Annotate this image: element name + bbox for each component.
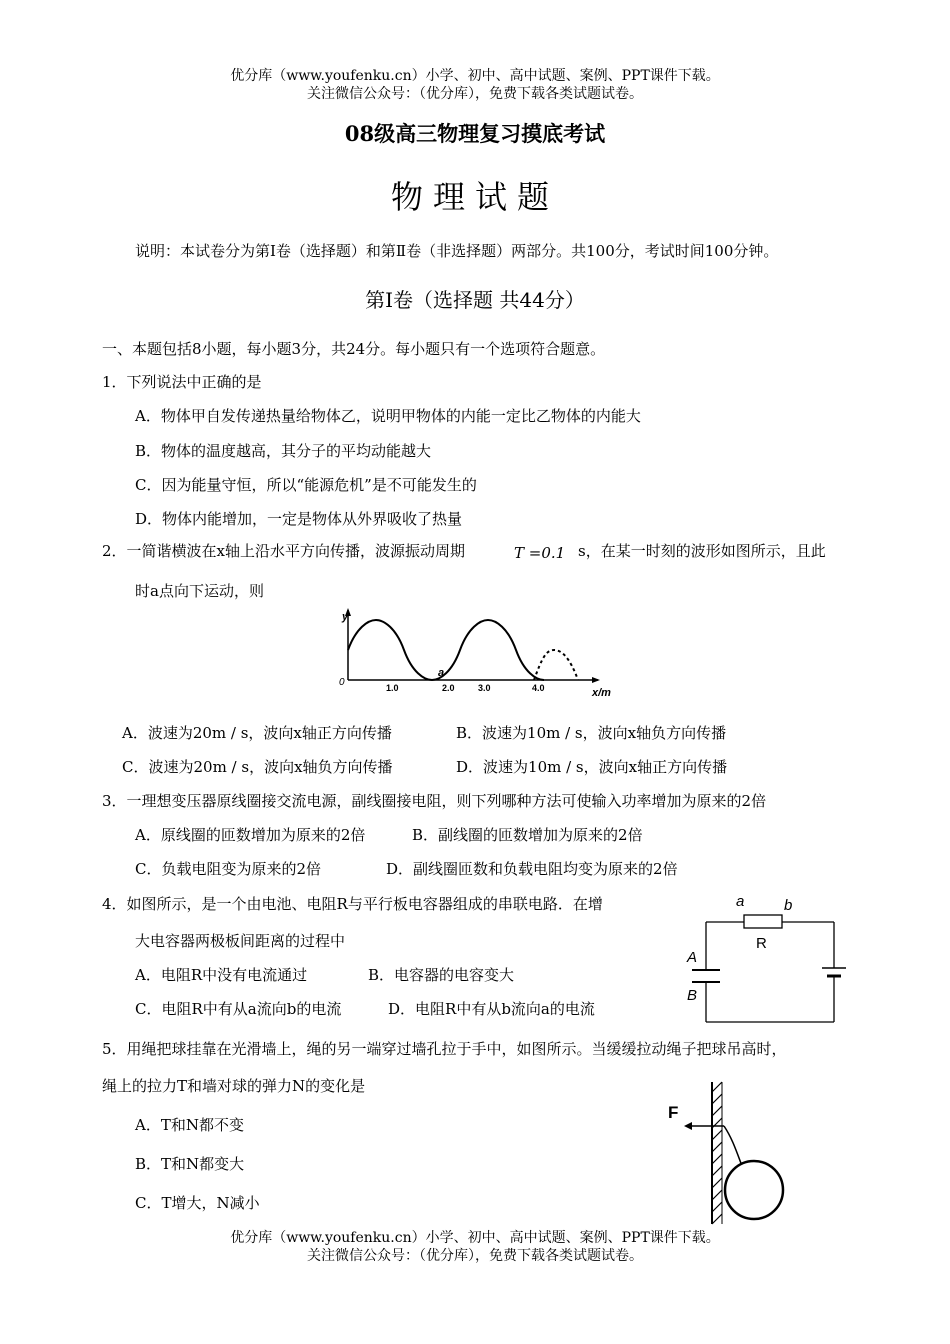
q2-option-b: B．波速为10m / s，波向x轴负方向传播 — [456, 724, 727, 742]
q1-option-d: D．物体内能增加，一定是物体从外界吸收了热量 — [135, 510, 463, 528]
q4-stem-b: 大电容器两极板间距离的过程中 — [135, 932, 346, 950]
y-label: y — [342, 611, 349, 623]
q2-option-c: C．波速为20m / s，波向x轴负方向传播 — [122, 758, 393, 776]
resistor — [744, 915, 782, 928]
q3-option-d: D．副线圈匝数和负载电阻均变为原来的2倍 — [386, 860, 678, 878]
origin-label: 0 — [339, 677, 345, 688]
section-instruction: 一、本题包括8小题，每小题3分，共24分。每小题只有一个选项符合题意。 — [102, 340, 606, 358]
q2-option-d: D．波速为10m / s，波向x轴正方向传播 — [456, 758, 728, 776]
q1-option-b: B．物体的温度越高，其分子的平均动能越大 — [135, 442, 432, 460]
q4-option-a: A．电阻R中没有电流通过 — [135, 966, 308, 984]
label-r: R — [756, 935, 767, 952]
wave-solid — [348, 620, 544, 680]
footer-line-2: 关注微信公众号：（优分库），免费下载各类试题试卷。 — [307, 1248, 643, 1264]
q3-option-b: B．副线圈的匝数增加为原来的2倍 — [412, 826, 643, 844]
q4-option-c: C．电阻R中有从a流向b的电流 — [135, 1000, 342, 1018]
q4-circuit-figure — [680, 890, 850, 1030]
label-a: a — [736, 893, 745, 910]
subject-title: 物理试题 — [390, 178, 559, 216]
tick-label: 3.0 — [478, 683, 491, 693]
q5-option-c: C．T增大，N减小 — [135, 1194, 260, 1212]
point-a-label: a — [438, 667, 445, 679]
q1-option-c: C．因为能量守恒，所以“能源危机”是不可能发生的 — [135, 476, 477, 494]
tick-label: 2.0 — [442, 683, 455, 693]
label-plate-b: B — [687, 987, 698, 1004]
label-plate-a: A — [687, 949, 698, 966]
q5-option-a: A．T和N都不变 — [135, 1116, 244, 1134]
q2-formula: T =0.1 — [514, 544, 566, 562]
x-axis-arrow — [592, 677, 600, 683]
q2-option-a: A．波速为20m / s，波向x轴正方向传播 — [122, 724, 392, 742]
q4-stem-a: 4．如图所示，是一个由电池、电阻R与平行板电容器组成的串联电路．在增 — [102, 895, 603, 913]
wave-dashed — [534, 650, 578, 680]
q3-stem: 3．一理想变压器原线圈接交流电源，副线圈接电阻，则下列哪种方法可使输入功率增加为原来的2倍 — [102, 792, 767, 810]
wall-hatching — [712, 1082, 722, 1224]
q5-stem-b: 绳上的拉力T和墙对球的弹力N的变化是 — [102, 1077, 366, 1095]
tick-label: 4.0 — [532, 683, 545, 693]
q2-stem-c: 时a点向下运动，则 — [135, 582, 264, 600]
header-line-2: 关注微信公众号：（优分库），免费下载各类试题试卷。 — [307, 86, 643, 102]
q5-option-b: B．T和N都变大 — [135, 1155, 245, 1173]
q5-stem-a: 5．用绳把球挂靠在光滑墙上，绳的另一端穿过墙孔拉于手中，如图所示。当缓缓拉动绳子把球吊高时， — [102, 1040, 787, 1058]
section-title: 第Ⅰ卷（选择题 共44分） — [365, 288, 585, 312]
rope-to-ball — [724, 1126, 742, 1166]
q2-stem-b: s，在某一时刻的波形如图所示，且此 — [578, 542, 826, 560]
q4-option-b: B．电容器的电容变大 — [368, 966, 515, 984]
q2-stem-a: 2．一简谐横波在x轴上沿水平方向传播，波源振动周期 — [102, 542, 466, 560]
q1-option-a: A．物体甲自发传递热量给物体乙，说明甲物体的内能一定比乙物体的内能大 — [135, 407, 641, 425]
pull-arrow — [684, 1122, 692, 1130]
exam-note: 说明：本试卷分为第Ⅰ卷（选择题）和第Ⅱ卷（非选择题）两部分。共100分，考试时间100分钟。 — [135, 242, 779, 260]
q1-stem: 1．下列说法中正确的是 — [102, 373, 262, 391]
q3-option-a: A．原线圈的匝数增加为原来的2倍 — [135, 826, 366, 844]
label-b: b — [784, 897, 793, 914]
exam-title: 08级高三物理复习摸底考试 — [344, 121, 606, 146]
q5-wall-ball-figure — [662, 1078, 792, 1226]
q3-option-c: C．负载电阻变为原来的2倍 — [135, 860, 322, 878]
ball — [725, 1161, 783, 1219]
x-label: x/m — [592, 687, 611, 699]
header-line-1: 优分库（www.youfenku.cn）小学、初中、高中试题、案例、PPT课件下载。 — [230, 68, 720, 84]
force-label: F — [668, 1103, 679, 1122]
footer-line-1: 优分库（www.youfenku.cn）小学、初中、高中试题、案例、PPT课件下载。 — [230, 1230, 720, 1246]
tick-label: 1.0 — [386, 683, 399, 693]
q2-wave-figure — [330, 606, 620, 702]
q4-option-d: D．电阻R中有从b流向a的电流 — [388, 1000, 595, 1018]
